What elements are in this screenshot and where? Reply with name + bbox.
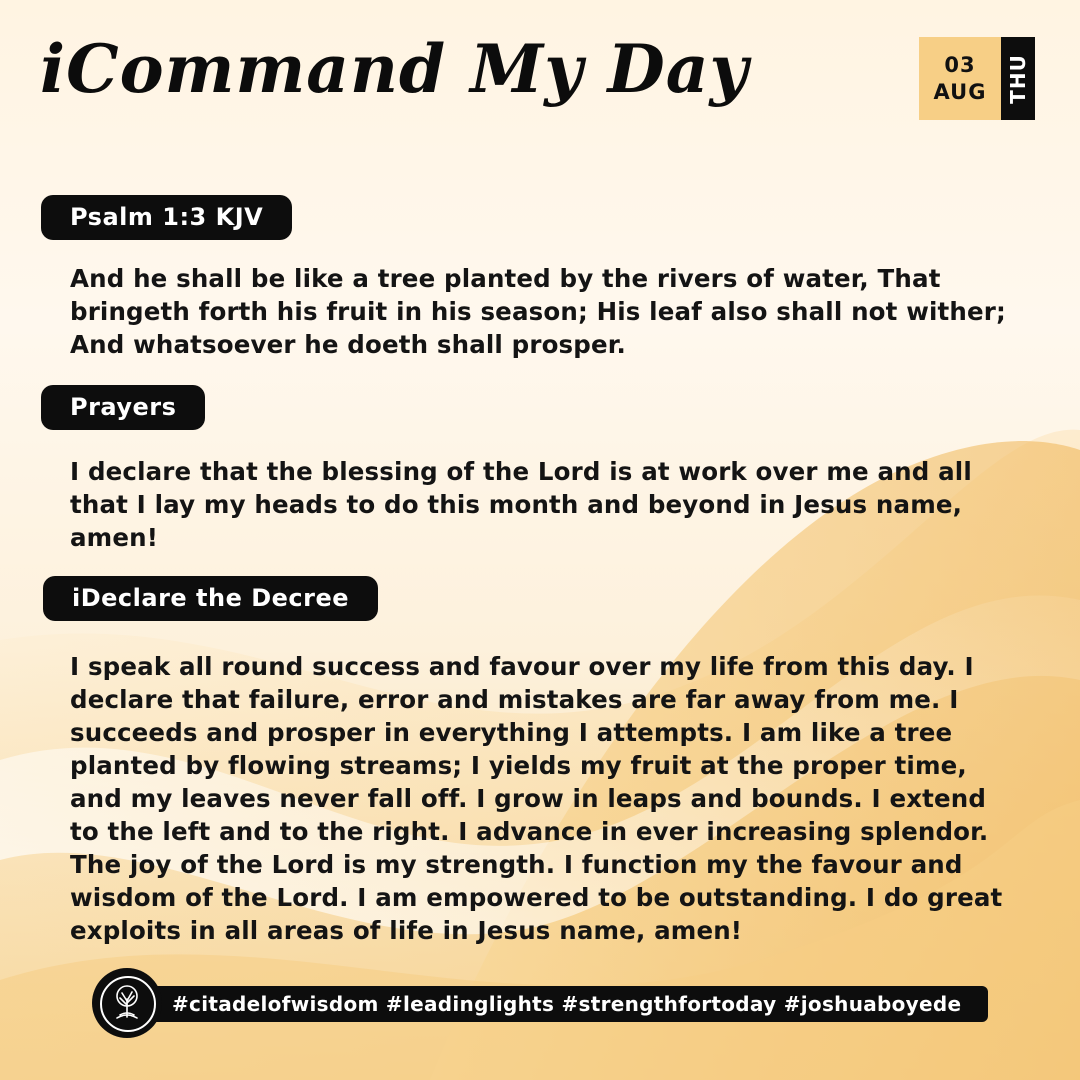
hashtags-text: #citadelofwisdom #leadinglights #strengthfortoday #joshuaboyede [172,992,962,1016]
section-text-prayers: I declare that the blessing of the Lord is at work over me and all that I lay my heads to do this month and beyond in Jesus name, amen! [70,457,972,552]
section-text-decree: I speak all round success and favour over my life from this day. I declare that failure, error and mistakes are far away from me. I succeeds and prosper in everything I attempts. I am like a tree planted by flowing streams; I yields my fruit at the proper time, and my leaves never fall off. I grow in leaps and bounds. I extend to the left and to the right. I advance in ever increasing splendor. The joy of the Lord is my strength. I function my the favour and wisdom of the Lord. I am empowered to be outstanding. I do great exploits in all areas of life in Jesus name, amen! [70,652,1003,945]
date-badge [919,37,1035,120]
date-weekday-strip [1001,37,1035,120]
date-month: AUG [933,79,987,104]
date-day-month [919,37,1001,120]
date-weekday: THU [1006,53,1030,104]
page-title: iCommand My Day [40,30,749,108]
date-day: 03 [944,52,976,77]
tree-logo-icon [105,981,149,1025]
section-label-scripture: Psalm 1:3 KJV [41,195,292,240]
hashtag-bar [150,986,988,1022]
section-label-prayers: Prayers [41,385,205,430]
brand-logo [92,968,162,1038]
section-label-decree: iDeclare the Decree [43,576,378,621]
section-text-scripture: And he shall be like a tree planted by the rivers of water, That bringeth forth his fruit in his season; His leaf also shall not wither; And whatsoever he doeth shall prosper. [70,264,1006,359]
